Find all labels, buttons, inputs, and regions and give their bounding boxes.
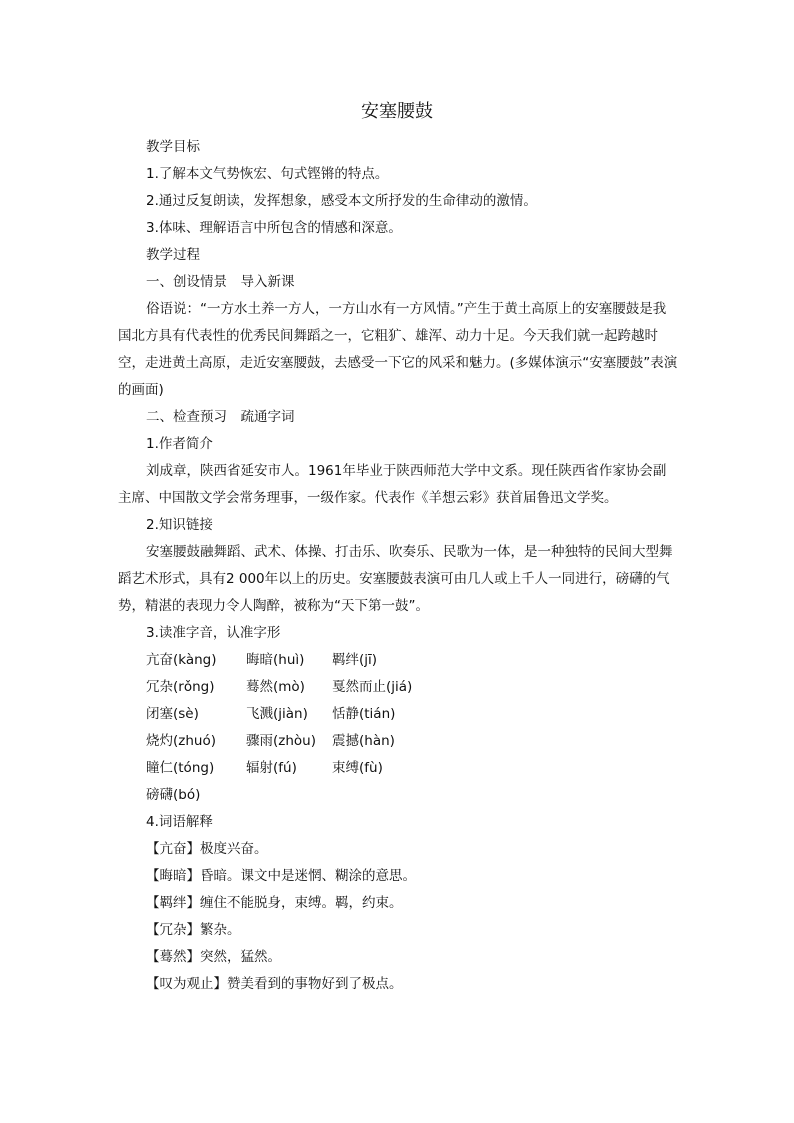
author-paragraph: 刘成章，陕西省延安市人。1961年毕业于陕西师范大学中文系。现任陕西省作家协会副主席、中国散文学会常务理事，一级作家。代表作《羊想云彩》获首届鲁迅文学奖。 (118, 463, 667, 506)
vocab-item: 恬静(tián) (332, 706, 396, 722)
vocab-item: 闭塞(sè) (146, 706, 199, 722)
definition-item: 【叹为观止】赞美看到的事物好到了极点。 (146, 976, 403, 992)
vocab-row (118, 728, 678, 755)
pronunciation-heading: 3.读准字音，认准字形 (146, 625, 281, 641)
goal-item: 3.体味、理解语言中所包含的情感和深意。 (146, 220, 402, 236)
vocab-item: 磅礴(bó) (146, 787, 201, 803)
definition-item: 【羁绊】缠住不能脱身，束缚。羁，约束。 (146, 895, 403, 911)
vocab-item: 羁绊(jī) (332, 652, 378, 668)
vocab-row (118, 782, 678, 809)
vocab-row (118, 701, 678, 728)
vocab-item: 蓦然(mò) (246, 679, 305, 695)
vocab-item: 冗杂(rǒng) (146, 679, 215, 695)
vocab-item: 震撼(hàn) (332, 733, 395, 749)
goals-heading: 教学目标 (146, 139, 200, 155)
explain-heading: 4.词语解释 (146, 814, 213, 830)
vocab-item: 瞳仁(tóng) (146, 760, 215, 776)
section2-heading: 二、检查预习 疏通字词 (146, 409, 295, 425)
definition-item: 【亢奋】极度兴奋。 (146, 841, 268, 857)
section1-heading: 一、创设情景 导入新课 (146, 274, 295, 290)
knowledge-paragraph: 安塞腰鼓融舞蹈、武术、体操、打击乐、吹奏乐、民歌为一体，是一种独特的民间大型舞蹈艺术形式，具有2 000年以上的历史。安塞腰鼓表演可由几人或上千人一同进行，磅礴的气势，精湛的表现力令人陶醉，被称为“天下第一鼓”。 (118, 544, 673, 614)
vocab-item: 晦暗(huì) (246, 652, 305, 668)
goal-item: 2.通过反复朗读，发挥想象，感受本文所抒发的生命律动的激情。 (146, 193, 537, 209)
section1-paragraph: 俗语说：“一方水土养一方人，一方山水有一方风情。”产生于黄土高原上的安塞腰鼓是我国北方具有代表性的优秀民间舞蹈之一，它粗犷、雄浑、动力十足。今天我们就一起跨越时空，走进黄土高原，走近安塞腰鼓，去感受一下它的风采和魅力。(多媒体演示“安塞腰鼓”表演的画面) (118, 301, 678, 398)
vocab-item: 亢奋(kàng) (146, 652, 217, 668)
document-title: 安塞腰鼓 (361, 101, 433, 122)
process-heading: 教学过程 (146, 247, 200, 263)
vocab-row (118, 755, 678, 782)
vocab-item: 飞溅(jiàn) (246, 706, 308, 722)
knowledge-heading: 2.知识链接 (146, 517, 213, 533)
document-body (118, 134, 678, 998)
author-heading: 1.作者简介 (146, 436, 213, 452)
vocab-item: 骤雨(zhòu) (246, 733, 316, 749)
goal-item: 1.了解本文气势恢宏、句式铿锵的特点。 (146, 166, 389, 182)
vocab-item: 束缚(fù) (332, 760, 383, 776)
vocab-item: 戛然而止(jiá) (332, 679, 413, 695)
vocab-row (118, 647, 678, 674)
definition-item: 【蓦然】突然，猛然。 (146, 949, 281, 965)
vocab-item: 辐射(fú) (246, 760, 297, 776)
vocab-item: 烧灼(zhuó) (146, 733, 216, 749)
definition-item: 【冗杂】繁杂。 (146, 922, 241, 938)
vocab-row (118, 674, 678, 701)
definition-item: 【晦暗】昏暗。课文中是迷惘、糊涂的意思。 (146, 868, 416, 884)
